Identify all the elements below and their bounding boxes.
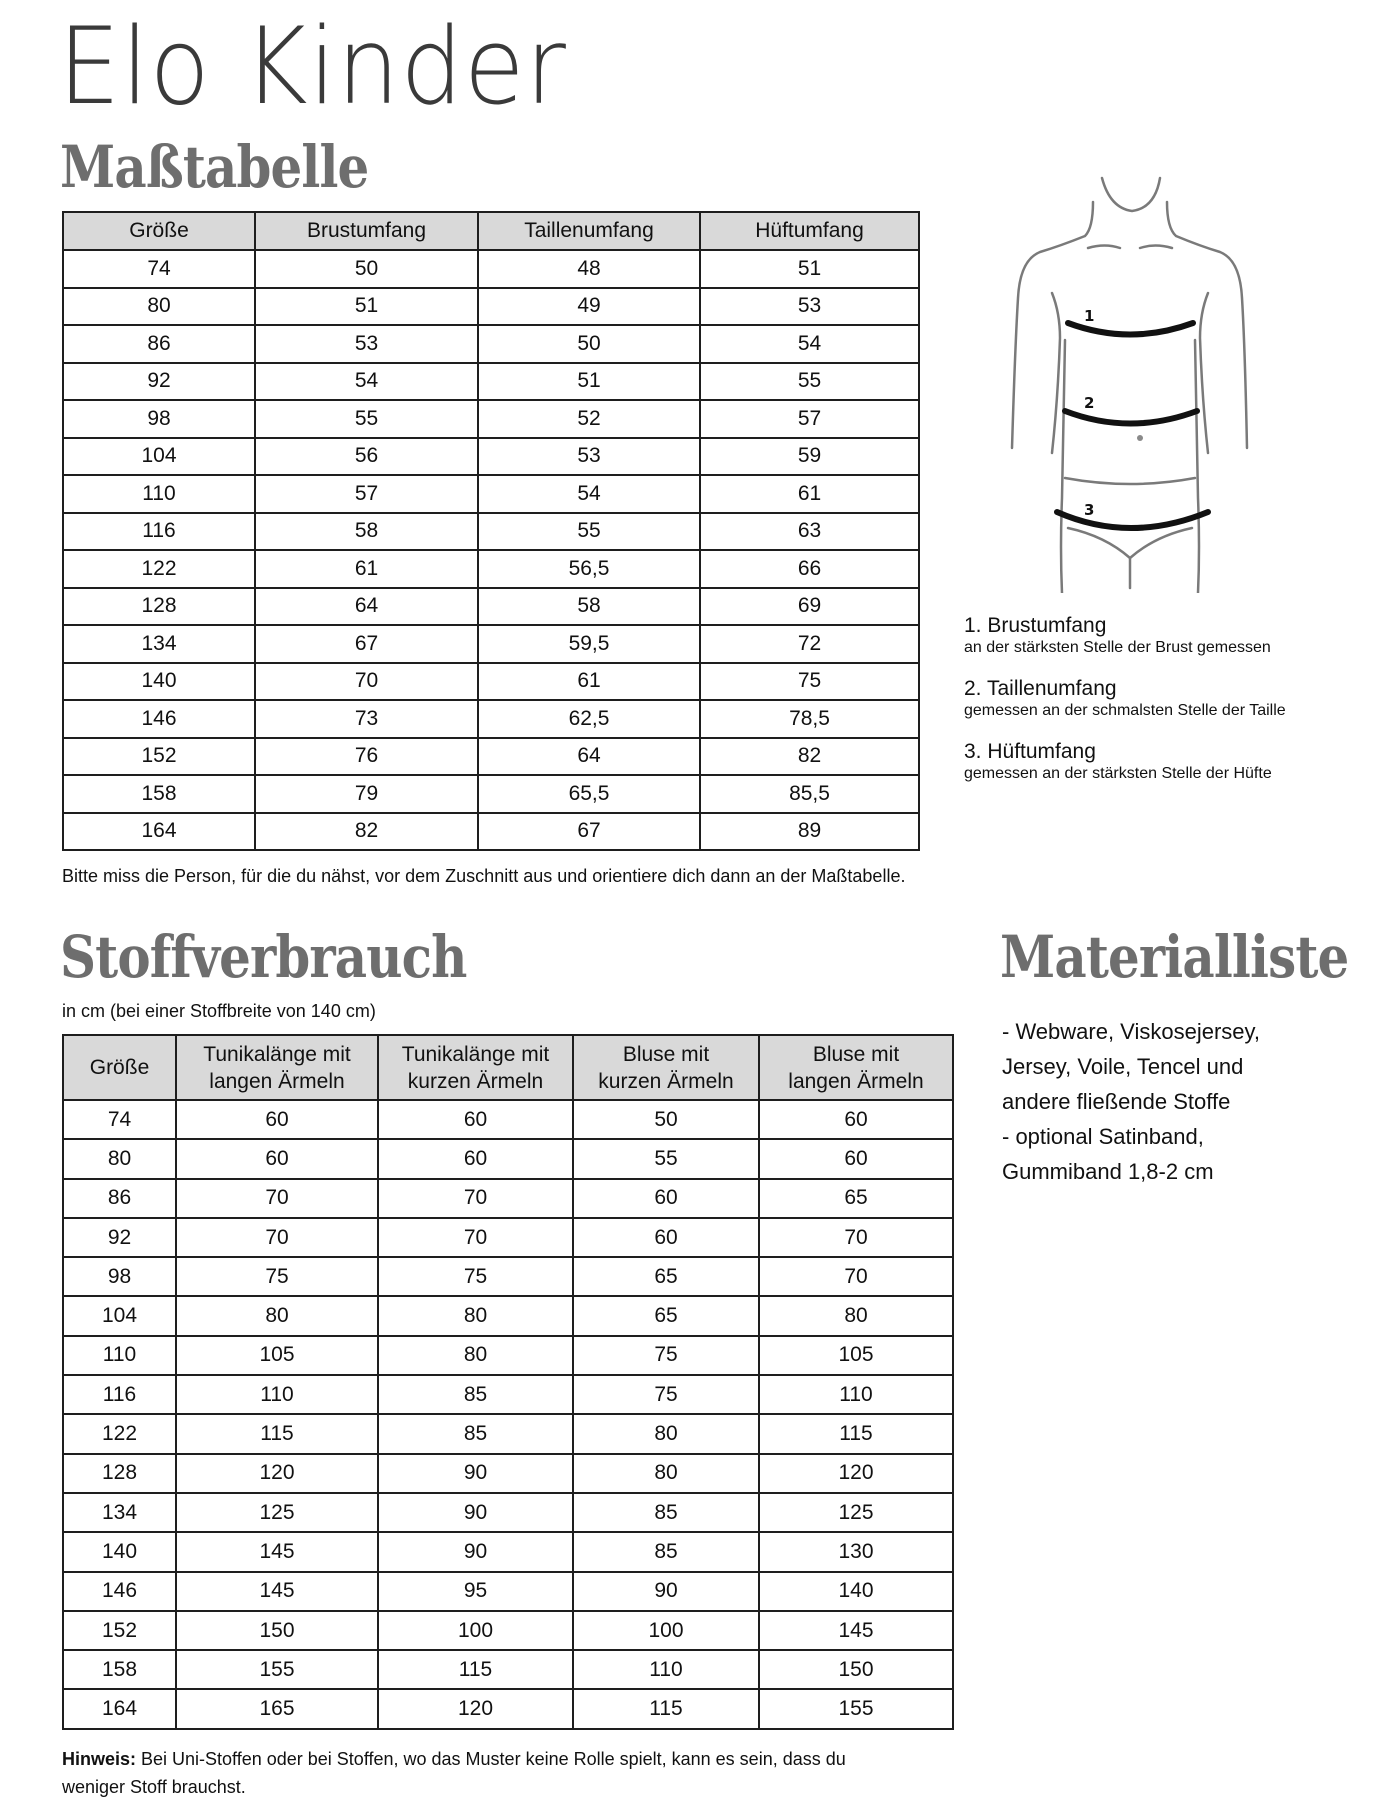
table-cell: 50 [255,250,478,288]
table-cell: 67 [478,813,700,851]
table-row [63,775,919,813]
table-row [63,513,919,551]
table-cell: 86 [63,1179,176,1218]
table-cell: 80 [573,1414,759,1453]
table-cell: 79 [255,775,478,813]
table-cell: 55 [478,513,700,551]
table-cell: 61 [700,475,919,513]
table-cell: 54 [700,325,919,363]
table-cell: 110 [63,1336,176,1375]
table-cell: 56 [255,438,478,476]
table-cell: 122 [63,1414,176,1453]
column-header-size [63,1035,176,1100]
table-cell: 105 [759,1336,953,1375]
hint-text: Bei Uni-Stoffen oder bei Stoffen, wo das Muster keine Rolle spielt, kann es sein, dass du weniger Stoff brauchst. [62,1749,846,1797]
table-cell: 122 [63,550,255,588]
measure-note: Bitte miss die Person, für die du nähst, vor dem Zuschnitt aus und orientiere dich dann an der Maßtabelle. [62,866,906,886]
legend-item-waist [964,677,1374,720]
table-cell: 70 [176,1218,378,1257]
table-cell: 75 [573,1375,759,1414]
table-cell: 60 [176,1139,378,1178]
table-cell: 65,5 [478,775,700,813]
table-cell: 54 [478,475,700,513]
table-cell: 74 [63,250,255,288]
column-header-blouse-long [759,1035,953,1100]
table-cell: 49 [478,288,700,326]
column-header-size: Größe [63,212,255,250]
brand-title: Elo Kinder [58,5,567,128]
legend-item-chest [964,614,1374,657]
header-line: langen Ärmeln [788,1069,924,1093]
column-header-hip: Hüftumfang [700,212,919,250]
table-cell: 69 [700,588,919,626]
header-line: langen Ärmeln [209,1069,345,1093]
table-cell: 50 [478,325,700,363]
table-cell: 51 [700,250,919,288]
header-line: Bluse mit [812,1042,900,1066]
table-cell: 64 [255,588,478,626]
table-cell: 62,5 [478,700,700,738]
table-cell: 60 [176,1100,378,1139]
table-cell: 60 [573,1218,759,1257]
table-cell: 120 [176,1454,378,1493]
legend-description: an der stärksten Stelle der Brust gemessen [964,639,1271,656]
table-cell: 60 [573,1179,759,1218]
table-cell: 145 [759,1611,953,1650]
table-cell: 70 [378,1218,573,1257]
table-cell: 74 [63,1100,176,1139]
table-row [63,1257,953,1296]
table-cell: 140 [63,1532,176,1571]
material-line: - Webware, Viskosejersey, [1002,1019,1260,1044]
table-cell: 48 [478,250,700,288]
table-cell: 60 [759,1139,953,1178]
hint-label: Hinweis: [62,1749,137,1769]
legend-item-hip [964,740,1374,783]
table-cell: 116 [63,1375,176,1414]
table-row [63,400,919,438]
body-measurement-figure [990,168,1260,593]
table-cell: 80 [63,288,255,326]
table-cell: 146 [63,700,255,738]
fabric-usage-heading: Stoffverbrauch [60,923,467,991]
table-cell: 90 [378,1493,573,1532]
table-cell: 52 [478,400,700,438]
table-cell: 100 [573,1611,759,1650]
table-header-row [63,1035,953,1100]
table-cell: 120 [759,1454,953,1493]
table-cell: 158 [63,775,255,813]
table-cell: 152 [63,1611,176,1650]
table-row [63,1493,953,1532]
table-cell: 125 [759,1493,953,1532]
table-cell: 145 [176,1572,378,1611]
table-cell: 70 [255,663,478,701]
table-cell: 110 [63,475,255,513]
table-cell: 60 [759,1100,953,1139]
table-cell: 64 [478,738,700,776]
table-row [63,1100,953,1139]
table-cell: 78,5 [700,700,919,738]
legend-title: 3. Hüftumfang [964,740,1096,763]
table-row [63,1650,953,1689]
table-cell: 85 [378,1375,573,1414]
table-cell: 55 [700,363,919,401]
table-row [63,738,919,776]
table-cell: 86 [63,325,255,363]
table-cell: 59,5 [478,625,700,663]
table-cell: 51 [478,363,700,401]
table-cell: 145 [176,1532,378,1571]
legend-description: gemessen an der stärksten Stelle der Hüfte [964,765,1272,782]
legend-description: gemessen an der schmalsten Stelle der Taille [964,702,1286,719]
table-row [63,325,919,363]
table-row [63,1375,953,1414]
table-cell: 75 [176,1257,378,1296]
table-cell: 51 [255,288,478,326]
table-cell: 85 [573,1532,759,1571]
table-row [63,700,919,738]
table-cell: 134 [63,625,255,663]
table-cell: 55 [255,400,478,438]
table-cell: 152 [63,738,255,776]
table-cell: 125 [176,1493,378,1532]
table-cell: 104 [63,1296,176,1335]
figure-label-3: 3 [1084,501,1095,519]
fabric-usage-subtitle: in cm (bei einer Stoffbreite von 140 cm) [62,1001,376,1021]
header-line: Tunikalänge mit [401,1042,550,1066]
table-cell: 56,5 [478,550,700,588]
header-line: kurzen Ärmeln [407,1069,544,1093]
table-cell: 155 [176,1650,378,1689]
table-row [63,250,919,288]
table-cell: 50 [573,1100,759,1139]
table-cell: 57 [255,475,478,513]
table-cell: 130 [759,1532,953,1571]
column-header-blouse-short [573,1035,759,1100]
material-line: - optional Satinband, [1002,1124,1204,1149]
table-row [63,363,919,401]
table-header-row [63,212,919,250]
table-row [63,438,919,476]
table-row [63,288,919,326]
table-cell: 82 [700,738,919,776]
table-cell: 75 [378,1257,573,1296]
table-cell: 165 [176,1689,378,1728]
table-cell: 70 [759,1257,953,1296]
table-cell: 140 [63,663,255,701]
table-cell: 100 [378,1611,573,1650]
table-cell: 67 [255,625,478,663]
table-cell: 110 [759,1375,953,1414]
table-cell: 98 [63,1257,176,1296]
table-cell: 115 [176,1414,378,1453]
table-row [63,1611,953,1650]
table-cell: 104 [63,438,255,476]
table-cell: 65 [573,1257,759,1296]
table-cell: 134 [63,1493,176,1532]
table-cell: 61 [478,663,700,701]
table-cell: 128 [63,588,255,626]
material-line: Jersey, Voile, Tencel und [1002,1054,1244,1079]
table-cell: 53 [700,288,919,326]
table-cell: 164 [63,813,255,851]
table-cell: 92 [63,1218,176,1257]
fabric-hint [62,1745,862,1801]
header-line: Größe [89,1056,150,1079]
column-header-tunic-short [378,1035,573,1100]
table-cell: 59 [700,438,919,476]
figure-label-2: 2 [1084,394,1095,412]
table-cell: 85 [378,1414,573,1453]
table-cell: 53 [255,325,478,363]
table-cell: 80 [176,1296,378,1335]
table-cell: 110 [573,1650,759,1689]
table-row [63,1454,953,1493]
table-cell: 63 [700,513,919,551]
column-header-tunic-long [176,1035,378,1100]
material-list-heading: Materialliste [1000,923,1349,991]
table-cell: 146 [63,1572,176,1611]
table-cell: 110 [176,1375,378,1414]
fabric-usage-table [62,1034,954,1730]
table-cell: 115 [759,1414,953,1453]
column-header-chest: Brustumfang [255,212,478,250]
table-cell: 80 [378,1296,573,1335]
table-cell: 54 [255,363,478,401]
table-cell: 70 [378,1179,573,1218]
table-cell: 150 [176,1611,378,1650]
table-cell: 80 [573,1454,759,1493]
table-cell: 164 [63,1689,176,1728]
table-cell: 80 [759,1296,953,1335]
header-line: Tunikalänge mit [203,1042,351,1066]
table-cell: 80 [63,1139,176,1178]
table-row [63,550,919,588]
table-cell: 105 [176,1336,378,1375]
table-cell: 85 [573,1493,759,1532]
table-row [63,1218,953,1257]
table-cell: 90 [378,1532,573,1571]
torso-outline-icon [990,168,1260,593]
table-cell: 60 [378,1100,573,1139]
table-cell: 128 [63,1454,176,1493]
legend-title: 1. Brustumfang [964,614,1107,637]
table-cell: 140 [759,1572,953,1611]
table-cell: 158 [63,1650,176,1689]
material-line: andere fließende Stoffe [1002,1089,1231,1114]
table-cell: 155 [759,1689,953,1728]
table-cell: 58 [255,513,478,551]
table-cell: 89 [700,813,919,851]
material-line: Gummiband 1,8-2 cm [1002,1159,1214,1184]
table-cell: 90 [378,1454,573,1493]
table-cell: 120 [378,1689,573,1728]
table-row [63,1139,953,1178]
table-cell: 92 [63,363,255,401]
table-cell: 53 [478,438,700,476]
table-row [63,1336,953,1375]
table-row [63,1689,953,1728]
table-cell: 60 [378,1139,573,1178]
table-cell: 72 [700,625,919,663]
table-row [63,1179,953,1218]
figure-label-1: 1 [1084,307,1095,325]
measurement-legend [964,614,1374,803]
header-line: kurzen Ärmeln [598,1069,734,1093]
table-row [63,813,919,851]
table-cell: 115 [573,1689,759,1728]
legend-title: 2. Taillenumfang [964,677,1117,700]
table-cell: 116 [63,513,255,551]
table-cell: 95 [378,1572,573,1611]
table-cell: 115 [378,1650,573,1689]
table-cell: 150 [759,1650,953,1689]
table-cell: 61 [255,550,478,588]
table-row [63,588,919,626]
table-cell: 55 [573,1139,759,1178]
table-cell: 75 [573,1336,759,1375]
header-line: Bluse mit [622,1042,710,1066]
table-cell: 70 [759,1218,953,1257]
size-chart-heading: Maßtabelle [60,133,369,201]
table-cell: 90 [573,1572,759,1611]
column-header-waist: Taillenumfang [478,212,700,250]
table-cell: 65 [573,1296,759,1335]
table-cell: 65 [759,1179,953,1218]
table-cell: 57 [700,400,919,438]
table-cell: 80 [378,1336,573,1375]
table-cell: 73 [255,700,478,738]
table-cell: 75 [700,663,919,701]
table-row [63,1572,953,1611]
table-cell: 76 [255,738,478,776]
table-cell: 85,5 [700,775,919,813]
table-cell: 98 [63,400,255,438]
table-row [63,1532,953,1571]
size-chart-table [62,211,920,851]
table-row [63,1296,953,1335]
table-cell: 58 [478,588,700,626]
table-row [63,1414,953,1453]
table-cell: 82 [255,813,478,851]
table-row [63,475,919,513]
table-row [63,625,919,663]
material-list [1002,1014,1372,1189]
table-cell: 66 [700,550,919,588]
table-cell: 70 [176,1179,378,1218]
table-row [63,663,919,701]
